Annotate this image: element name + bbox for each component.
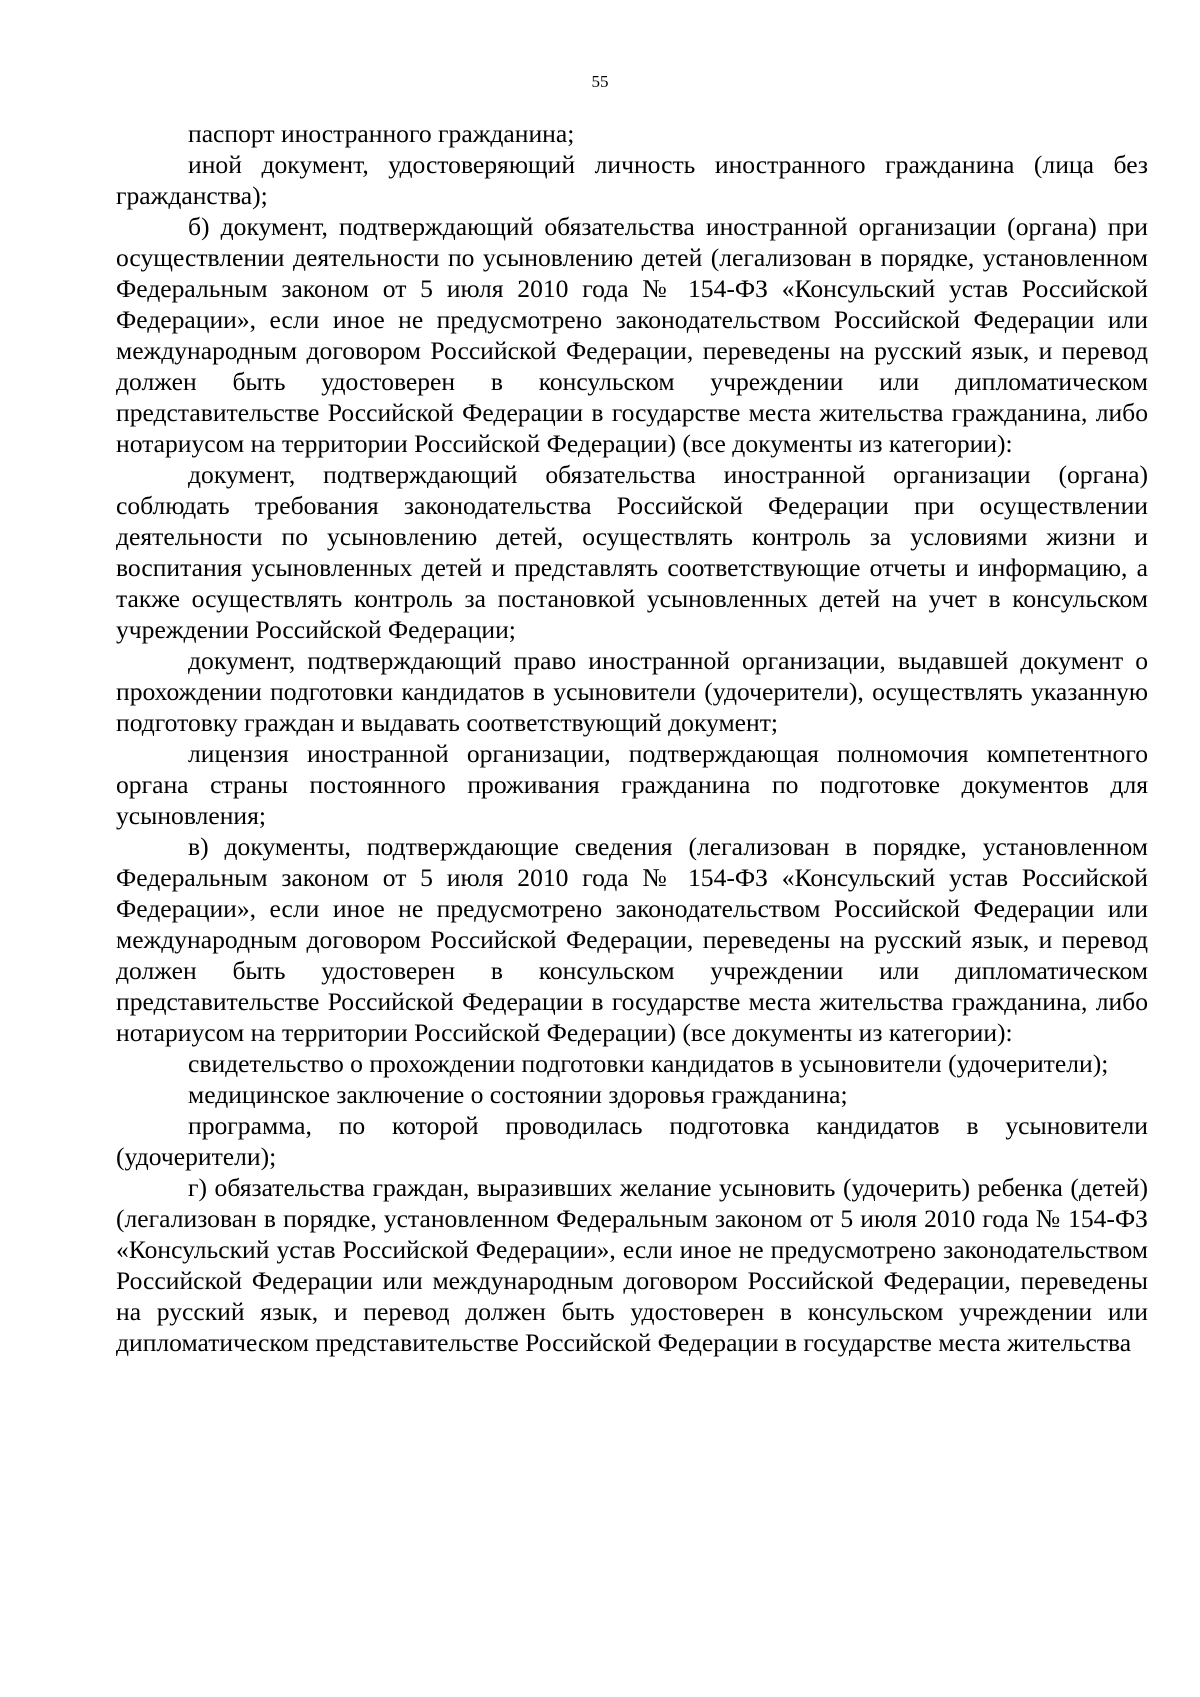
paragraph-organization-right: документ, подтверждающий право иностранной организации, выдавшей документ о прохождении подготовки кандидатов в усыновители (удочерители), осуществлять указанную подготовку граждан и выдавать соответствующий документ; [116,646,1148,737]
paragraph-training-certificate: свидетельство о прохождении подготовки кандидатов в усыновители (удочерители); [188,1049,1109,1078]
paragraph-organization-obligations: документ, подтверждающий обязательства иностранной организации (органа) соблюдать требования законодательства Российской Федерации при осуществлении деятельности по усыновлению детей, осуществлять контроль за условиями жизни и воспитания усыновленных детей и представлять соответствующие отчеты и информацию, а также осуществлять контроль за постановкой усыновленных детей на учет в консульском учреждении Российской Федерации; [116,460,1148,644]
paragraph-identity-document: иной документ, удостоверяющий личность иностранного гражданина (лица без гражданства); [116,150,1148,210]
paragraph-training-program: программа, по которой проводилась подготовка кандидатов в усыновители (удочерители); [116,1111,1148,1171]
document-body [116,118,1148,1358]
paragraph-item-g: г) обязательства граждан, выразивших желание усыновить (удочерить) ребенка (детей) (легализован в порядке, установленном Федеральным законом от 5 июля 2010 года № 154-ФЗ «Консульский устав Российской Федерации», если иное не предусмотрено законодательством Российской Федерации или международным договором Российской Федерации, переведены на русский язык, и перевод должен быть удостоверен в консульском учреждении или дипломатическом представительстве Российской Федерации в государстве места жительства [116,1173,1148,1357]
paragraph-license: лицензия иностранной организации, подтверждающая полномочия компетентного органа страны постоянного проживания гражданина по подготовке документов для усыновления; [116,739,1148,830]
paragraph-passport: паспорт иностранного гражданина; [188,119,575,148]
paragraph-medical-report: медицинское заключение о состоянии здоровья гражданина; [188,1080,848,1109]
page-number: 55 [591,72,609,91]
paragraph-item-b: б) документ, подтверждающий обязательства иностранной организации (органа) при осуществлении деятельности по усыновлению детей (легализован в порядке, установленном Федеральным законом от 5 июля 2010 года № 154-ФЗ «Консульский устав Российской Федерации», если иное не предусмотрено законодательством Российской Федерации или международным договором Российской Федерации, переведены на русский язык, и перевод должен быть удостоверен в консульском учреждении или дипломатическом представительстве Российской Федерации в государстве места жительства гражданина, либо нотариусом на территории Российской Федерации) (все документы из категории): [116,212,1148,458]
paragraph-item-v: в) документы, подтверждающие сведения (легализован в порядке, установленном Федеральным законом от 5 июля 2010 года № 154-ФЗ «Консульский устав Российской Федерации», если иное не предусмотрено законодательством Российской Федерации или международным договором Российской Федерации, переведены на русский язык, и перевод должен быть удостоверен в консульском учреждении или дипломатическом представительстве Российской Федерации в государстве места жительства гражданина, либо нотариусом на территории Российской Федерации) (все документы из категории): [116,832,1148,1047]
